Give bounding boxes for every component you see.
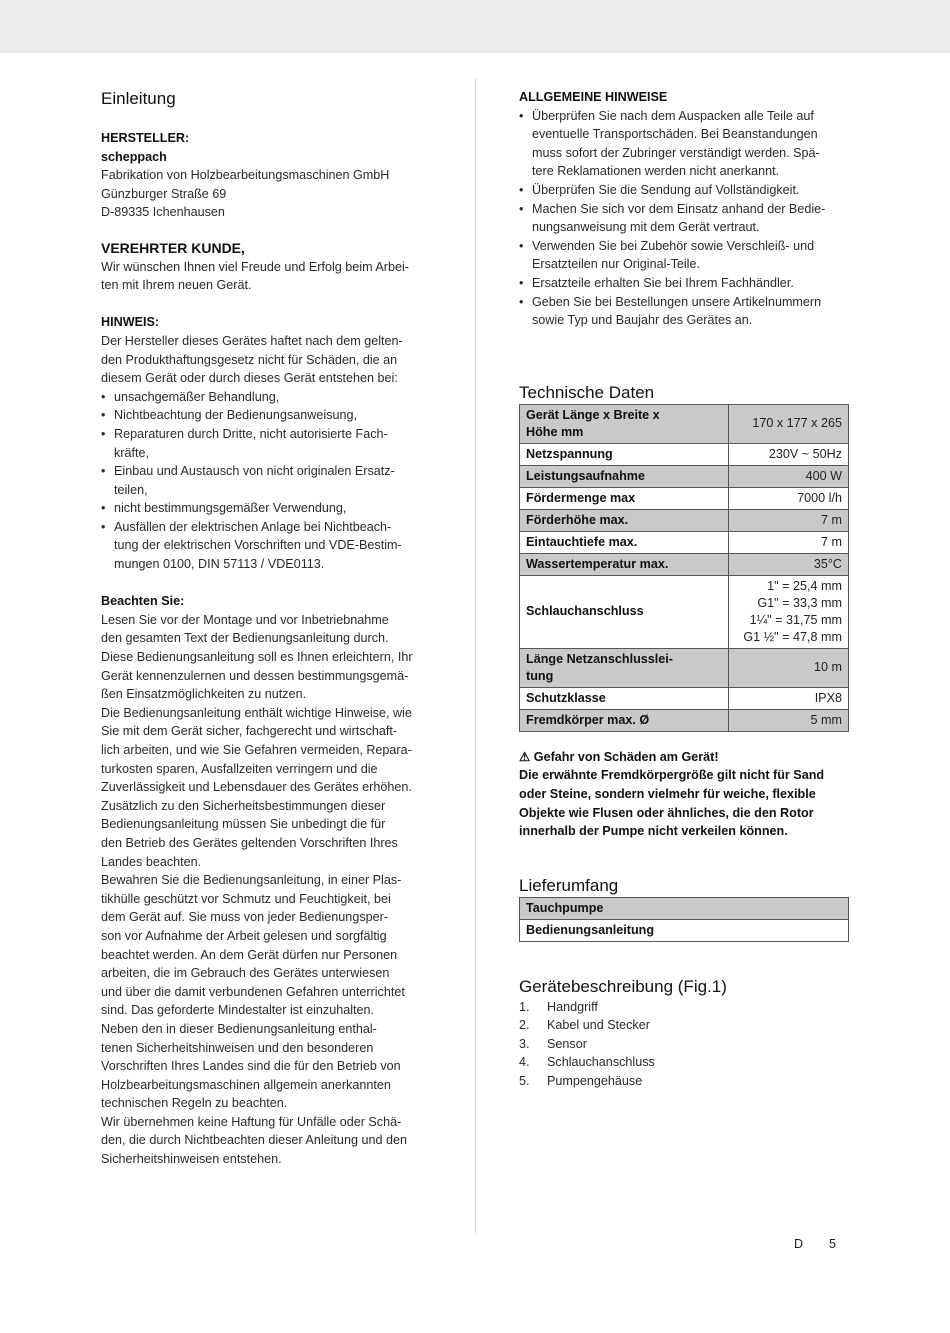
warning-title: ⚠ Gefahr von Schäden am Gerät! <box>519 749 719 764</box>
text-line: turkosten sparen, Ausfallzeiten verringern und die <box>101 761 378 776</box>
text-line: Neben den in dieser Bedienungsanleitung enthal- <box>101 1021 377 1036</box>
bullet-item <box>519 200 849 237</box>
bullet-item <box>519 181 849 200</box>
footer-page-number: 5 <box>829 1237 837 1251</box>
text-line: sind. Das geforderte Mindestalter ist einzuhalten. <box>101 1003 375 1018</box>
text-line: Sie mit dem Gerät sicher, fachgerecht und wirtschaft- <box>101 724 398 739</box>
text-line: teilen, <box>114 482 148 497</box>
tech-row <box>520 709 849 731</box>
tech-key <box>520 709 729 731</box>
left-column <box>101 88 436 1169</box>
text-line: Gerät kennenzulernen und dessen bestimmungsgemä- <box>101 668 409 683</box>
tech-key <box>520 687 729 709</box>
text-line: Zusätzlich zu den Sicherheitsbestimmungen dieser <box>101 798 386 813</box>
text-line: Zuverlässigkeit und Lebensdauer des Gerätes erhöhen. <box>101 780 412 795</box>
text-line: Bewahren Sie die Bedienungsanleitung, in einer Plas- <box>101 873 402 888</box>
device-part-item <box>519 998 849 1017</box>
bullet-item <box>519 293 849 330</box>
tech-value <box>729 509 849 531</box>
text-line: Fördermenge max <box>526 490 636 505</box>
tech-value <box>729 575 849 648</box>
text-line: 5 mm <box>810 712 842 727</box>
manufacturer-label: HERSTELLER: <box>101 131 190 145</box>
bullet-item <box>519 107 849 181</box>
note-text <box>101 332 436 388</box>
text-line: und über die damit verbundenen Gefahren unterrichtet <box>101 984 405 999</box>
text-line: den Betrieb des Gerätes geltenden Vorschriften Ihres <box>101 835 398 850</box>
part-label: Sensor <box>547 1036 587 1051</box>
text-line: 7 m <box>821 534 842 549</box>
text-line: • Überprüfen Sie nach dem Auspacken alle Teile auf <box>532 108 814 123</box>
tech-key <box>520 487 729 509</box>
text-line: Wassertemperatur max. <box>526 556 669 571</box>
text-line: Objekte wie Flusen oder ähnliches, die den Rotor <box>519 805 814 820</box>
text-line: • Verwenden Sie bei Zubehör sowie Verschleiß- und <box>532 238 815 253</box>
tech-key <box>520 465 729 487</box>
device-part-item <box>519 1016 849 1035</box>
part-number: 2. <box>519 1018 530 1033</box>
text-line: eventuelle Transportschäden. Bei Beanstandungen <box>532 127 818 142</box>
text-line: Eintauchtiefe max. <box>526 534 638 549</box>
text-line: Netzspannung <box>526 446 613 461</box>
tech-row <box>520 648 849 687</box>
text-line: innerhalb der Pumpe nicht verkeilen können. <box>519 824 788 839</box>
bullet-item <box>101 518 436 574</box>
text-line: tung <box>526 668 554 683</box>
device-part-item <box>519 1053 849 1072</box>
address-line: Günzburger Straße 69 <box>101 186 227 201</box>
text-line: tikhülle geschützt vor Schmutz und Feuchtigkeit, bei <box>101 891 391 906</box>
text-line: Länge Netzanschlusslei- <box>526 651 673 666</box>
scope-item: Bedienungsanleitung <box>520 919 849 941</box>
tech-key <box>520 553 729 575</box>
manufacturer-name: scheppach <box>101 149 167 164</box>
text-line: dem Gerät auf. Sie muss von jeder Bedienungsper- <box>101 910 389 925</box>
tech-value <box>729 648 849 687</box>
text-line: tere Reklamationen werden nicht anerkannt. <box>532 164 780 179</box>
text-line: 35°C <box>813 556 842 571</box>
text-line: muss sofort der Zubringer verständigt werden. Spä- <box>532 145 820 160</box>
general-bullet-list <box>519 107 849 330</box>
text-line: 1¼" = 31,75 mm <box>749 612 842 627</box>
text-line: • Geben Sie bei Bestellungen unsere Artikelnummern <box>532 294 822 309</box>
text-line: Schutzklasse <box>526 690 606 705</box>
scope-item: Tauchpumpe <box>520 897 849 919</box>
device-part-item <box>519 1035 849 1054</box>
text-line: Förderhöhe max. <box>526 512 629 527</box>
tech-value <box>729 709 849 731</box>
bullet-item <box>519 237 849 274</box>
text-line: 170 x 177 x 265 <box>752 416 842 431</box>
scope-heading: Lieferumfang <box>519 875 619 895</box>
warning-text <box>519 766 849 840</box>
device-description-heading: Gerätebeschreibung (Fig.1) <box>519 976 727 996</box>
tech-value <box>729 487 849 509</box>
text-line: oder Steine, sondern vielmehr für weiche, flexible <box>519 786 816 801</box>
scope-row <box>520 919 849 941</box>
text-line: Bedienungsanleitung müssen Sie unbedingt die für <box>101 817 386 832</box>
text-line: Ersatzteilen nur Original-Teile. <box>532 257 700 272</box>
attention-text <box>101 611 436 1169</box>
text-line: Gerät Länge x Breite x <box>526 407 660 422</box>
text-line: Schlauchanschluss <box>526 604 644 619</box>
text-line: Leistungsaufnahme <box>526 468 645 483</box>
note-label: HINWEIS: <box>101 315 160 330</box>
part-number: 3. <box>519 1036 530 1051</box>
bullet-item <box>101 462 436 499</box>
text-line: Sicherheitshinweisen entstehen. <box>101 1152 282 1167</box>
manufacturer-address <box>101 166 436 222</box>
text-line: kräfte, <box>114 445 149 460</box>
tech-key <box>520 443 729 465</box>
tech-key <box>520 509 729 531</box>
text-line: den gesamten Text der Bedienungsanleitung durch. <box>101 631 389 646</box>
tech-row <box>520 465 849 487</box>
bullet-item <box>101 499 436 518</box>
text-line: • Ausfällen der elektrischen Anlage bei Nichtbeach- <box>114 519 392 534</box>
part-number: 4. <box>519 1055 530 1070</box>
footer-language: D <box>794 1237 804 1251</box>
text-line: G1 ½" = 47,8 mm <box>743 629 842 644</box>
customer-label: VEREHRTER KUNDE, <box>101 239 245 256</box>
text-line: den Produkthaftungsgesetz nicht für Schäden, die an <box>101 352 398 367</box>
text-line: nungsanweisung mit dem Gerät vertraut. <box>532 220 760 235</box>
tech-row <box>520 553 849 575</box>
text-line: tung der elektrischen Vorschriften und VDE-Bestim- <box>114 538 402 553</box>
text-line: diesem Gerät oder durch dieses Gerät entstehen bei: <box>101 371 398 386</box>
bullet-item <box>101 406 436 425</box>
tech-value <box>729 553 849 575</box>
tech-row <box>520 687 849 709</box>
text-line: • Ersatzteile erhalten Sie bei Ihrem Fachhändler. <box>532 275 794 290</box>
tech-value <box>729 465 849 487</box>
tech-row <box>520 509 849 531</box>
text-line: 400 W <box>805 468 842 483</box>
text-line: Die Bedienungsanleitung enthält wichtige Hinweise, wie <box>101 705 412 720</box>
text-line: technischen Regeln zu beachten. <box>101 1096 288 1111</box>
tech-row <box>520 404 849 443</box>
text-line: Höhe mm <box>526 424 584 439</box>
text-line: Wir wünschen Ihnen viel Freude und Erfolg beim Arbei- <box>101 259 409 274</box>
text-line: Lesen Sie vor der Montage und vor Inbetriebnahme <box>101 612 389 627</box>
text-line: ten mit Ihrem neuen Gerät. <box>101 278 252 293</box>
tech-data-table <box>519 404 849 732</box>
text-line: arbeiten, die im Gebrauch des Gerätes unterwiesen <box>101 966 390 981</box>
tech-value <box>729 531 849 553</box>
text-line: Vorschriften Ihres Landes sind die für den Betrieb von <box>101 1059 401 1074</box>
text-line: • unsachgemäßer Behandlung, <box>114 389 280 404</box>
tech-key <box>520 575 729 648</box>
bullet-item <box>519 274 849 293</box>
scope-row <box>520 897 849 919</box>
tech-value <box>729 443 849 465</box>
part-label: Kabel und Stecker <box>547 1018 650 1033</box>
device-parts-list <box>519 998 849 1091</box>
text-line: beachtet werden. An dem Gerät dürfen nur Personen <box>101 947 398 962</box>
tech-key <box>520 531 729 553</box>
text-line: G1" = 33,3 mm <box>757 595 842 610</box>
tech-key <box>520 648 729 687</box>
tech-value <box>729 404 849 443</box>
tech-row <box>520 531 849 553</box>
tech-row <box>520 487 849 509</box>
tech-data-heading: Technische Daten <box>519 382 655 402</box>
text-line: Diese Bedienungsanleitung soll es Ihnen erleichtern, Ihr <box>101 650 413 665</box>
column-divider <box>475 78 476 1233</box>
customer-text <box>101 258 436 295</box>
text-line: ßen Einsatzmöglichkeiten zu nutzen. <box>101 687 307 702</box>
text-line: 1" = 25,4 mm <box>767 578 842 593</box>
text-line: • Reparaturen durch Dritte, nicht autorisierte Fach- <box>114 426 388 441</box>
text-line: Holzbearbeitungsmaschinen allgemein anerkannten <box>101 1077 391 1092</box>
text-line: lich arbeiten, und wie Sie Gefahren vermeiden, Repara- <box>101 743 412 757</box>
text-line: Die erwähnte Fremdkörpergröße gilt nicht für Sand <box>519 768 825 783</box>
part-label: Handgriff <box>547 999 598 1014</box>
tech-row <box>520 443 849 465</box>
text-line: Landes beachten. <box>101 854 202 869</box>
introduction-heading: Einleitung <box>101 89 176 108</box>
address-line: Fabrikation von Holzbearbeitungsmaschinen GmbH <box>101 168 390 183</box>
text-line: • Überprüfen Sie die Sendung auf Vollständigkeit. <box>532 182 800 197</box>
bullet-item <box>101 425 436 462</box>
text-line: 7000 l/h <box>797 490 842 505</box>
tech-value <box>729 687 849 709</box>
text-line: • Machen Sie sich vor dem Einsatz anhand der Bedie- <box>532 201 826 216</box>
text-line: • Nichtbeachtung der Bedienungsanweisung, <box>114 408 357 423</box>
tech-key <box>520 404 729 443</box>
address-line: D-89335 Ichenhausen <box>101 205 225 220</box>
text-line: 7 m <box>821 512 842 527</box>
tech-row <box>520 575 849 648</box>
top-band <box>0 0 950 53</box>
text-line: Fremdkörper max. Ø <box>526 712 650 727</box>
text-line: 230V ~ 50Hz <box>768 446 842 461</box>
scope-table <box>519 897 849 942</box>
text-line: Wir übernehmen keine Haftung für Unfälle oder Schä- <box>101 1114 402 1129</box>
text-line: • Einbau und Austausch von nicht originalen Ersatz- <box>114 464 395 479</box>
note-bullet-list <box>101 388 436 574</box>
text-line: 10 m <box>814 660 842 675</box>
text-line: • nicht bestimmungsgemäßer Verwendung, <box>114 501 347 516</box>
part-number: 5. <box>519 1074 530 1089</box>
text-line: tenen Sicherheitshinweisen und den besonderen <box>101 1040 374 1055</box>
bullet-item <box>101 388 436 407</box>
right-column <box>519 88 849 1091</box>
text-line: IPX8 <box>814 690 842 705</box>
text-line: den, die durch Nichtbeachten dieser Anleitung und den <box>101 1133 407 1148</box>
text-line: Der Hersteller dieses Gerätes haftet nach dem gelten- <box>101 333 403 348</box>
part-label: Pumpengehäuse <box>547 1074 643 1089</box>
part-number: 1. <box>519 999 530 1014</box>
text-line: sowie Typ und Baujahr des Gerätes an. <box>532 313 753 328</box>
text-line: mungen 0100, DIN 57113 / VDE0113. <box>114 557 325 572</box>
general-notes-label: ALLGEMEINE HINWEISE <box>519 90 668 104</box>
part-label: Schlauchanschluss <box>547 1055 655 1070</box>
text-line: son vor Aufnahme der Arbeit gelesen und sorgfältig <box>101 928 387 943</box>
device-part-item <box>519 1072 849 1091</box>
attention-label: Beachten Sie: <box>101 594 185 609</box>
